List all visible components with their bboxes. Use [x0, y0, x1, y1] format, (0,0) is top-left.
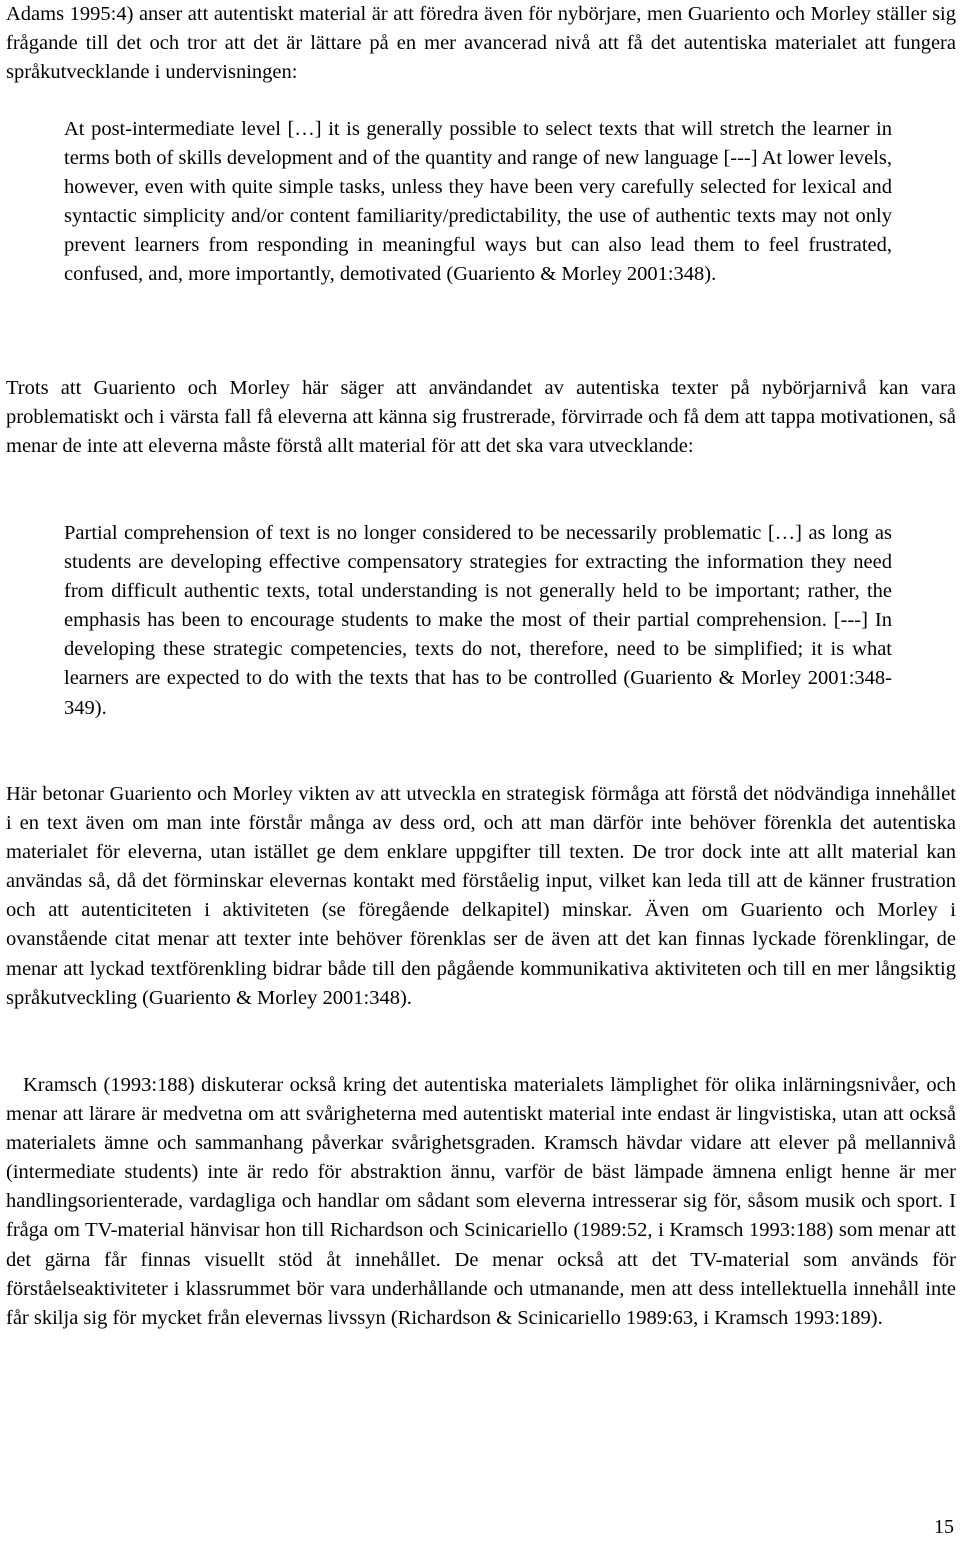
block-quote-2: Partial comprehension of text is no longer considered to be necessarily problematic […] as long as students are developing effective compensatory strategies for extracting the information they need from difficult authentic texts, total understanding is not generally held to be important; rather, the emphasis has been to encourage students to make the most of their partial comprehension. [---] In developing these strategic competencies, texts do not, therefore, need to be simplified; it is what learners are expected to do with the texts that has to be controlled (Guariento & Morley 2001:348-349).	[64, 522, 892, 719]
block-quote-1: At post-intermediate level […] it is generally possible to select texts that will stretch the learner in terms both of skills development and of the quantity and range of new language [---] At lower levels, however, even with quite simple tasks, unless they have been very carefully selected for lexical and syntactic simplicity and/or content familiarity/predictability, the use of authentic texts may not only prevent learners from responding in meaningful ways but can also lead them to feel frustrated, confused, and, more importantly, demotivated (Guariento & Morley 2001:348).	[64, 118, 892, 286]
intro-paragraph: Adams 1995:4) anser att autentiskt material är att föredra även för nybörjare, men Guariento och Morley ställer sig frågande till det och tror att det är lättare på en mer avancerad nivå att få det autentiska materialet att fungera språkutvecklande i undervisningen:	[6, 3, 956, 84]
body-paragraph-2: Trots att Guariento och Morley här säger att användandet av autentiska texter på nybörjarnivå kan vara problematiskt och i värsta fall få eleverna att känna sig frustrerade, förvirrade och få dem att tappa motivationen, så menar de inte att eleverna måste förstå allt material för att det ska vara utvecklande:	[6, 377, 956, 458]
body-paragraph-4: Kramsch (1993:188) diskuterar också kring det autentiska materialets lämplighet för olika inlärningsnivåer, och menar att lärare är medvetna om att svårigheterna med autentiskt material inte endast är lingvistiska, utan att också materialets ämne och sammanhang påverkar svårighetsgraden. Kramsch hävdar vidare att elever på mellannivå (intermediate students) inte är redo för abstraktion ännu, varför de bäst lämpade ämnena enligt henne är mer handlingsorienterade, vardagliga och handlar om sådant som eleverna intresserar sig för, såsom musik och sport. I fråga om TV-material hänvisar hon till Richardson och Scinicariello (1989:52, i Kramsch 1993:188) som menar att det gärna får finnas visuellt stöd åt innehållet. De menar också att det TV-material som används för förståelseaktiviteter i klassrummet bör vara underhållande och utmanande, men att dess intellektuella innehåll inte får skilja sig för mycket från elevernas livssyn (Richardson & Scinicariello 1989:63, i Kramsch 1993:189).	[6, 1074, 956, 1329]
page-number: 15	[934, 1516, 954, 1538]
body-paragraph-3: Här betonar Guariento och Morley vikten av att utveckla en strategisk förmåga att förstå det nödvändiga innehållet i en text även om man inte förstår många av dess ord, och att man därför inte behöver förenkla det autentiska materialet för eleverna, utan istället ge dem enklare uppgifter till texten. De tror dock inte att allt material kan användas så, då det förminskar elevernas kontakt med förståelig input, vilket kan leda till att de känner frustration och att autenticiteten i aktiviteten (se föregående delkapitel) minskar. Även om Guariento och Morley i ovanstående citat menar att texter inte behöver förenklas ser de även att det kan finnas lyckade förenklingar, de menar att lyckad textförenkling bidrar både till den pågående kommunikativa aktiviteten och till en mer långsiktig språkutveckling (Guariento & Morley 2001:348).	[6, 783, 956, 1009]
